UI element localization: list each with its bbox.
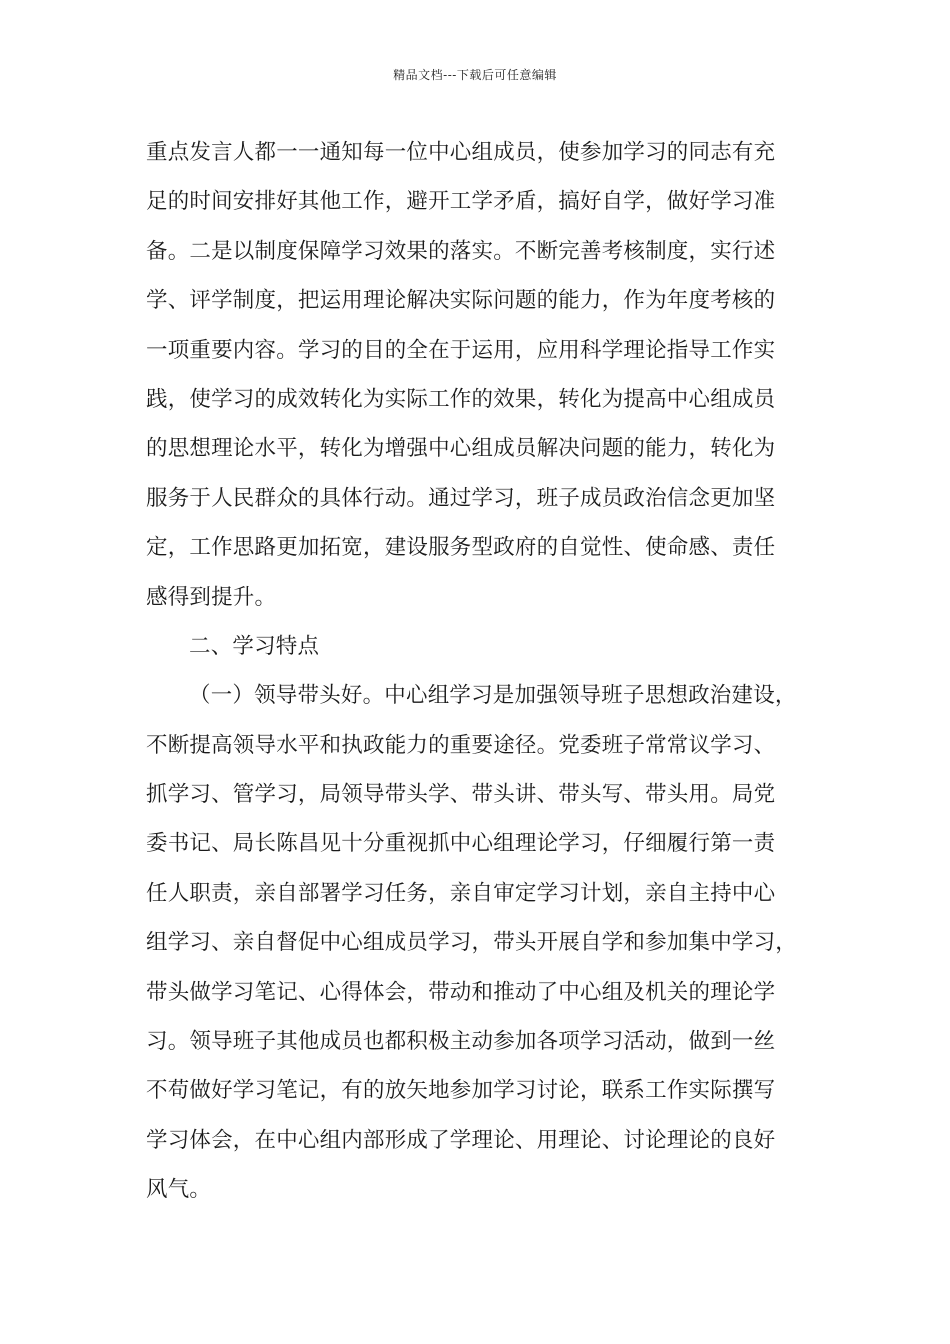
body-line: 足的时间安排好其他工作，避开工学矛盾，搞好自学，做好学习准 <box>146 189 776 215</box>
body-line: 一项重要内容。学习的目的全在于运用，应用科学理论指导工作实 <box>146 337 776 363</box>
body-line: 备。二是以制度保障学习效果的落实。不断完善考核制度，实行述 <box>146 238 776 264</box>
body-line: 习。领导班子其他成员也都积极主动参加各项学习活动，做到一丝 <box>146 1029 776 1055</box>
body-line: 重点发言人都一一通知每一位中心组成员，使参加学习的同志有充 <box>146 140 776 165</box>
subsection-heading-line: （一）领导带头好。中心组学习是加强领导班子思想政治建设， <box>189 683 797 709</box>
body-line: 不断提高领导水平和执政能力的重要途径。党委班子常常议学习、 <box>146 732 776 758</box>
body-line: 感得到提升。 <box>146 584 277 610</box>
page-header: 精品文档---下载后可任意编辑 <box>393 68 557 82</box>
document-body <box>146 128 810 1215</box>
body-line: 抓学习、管学习，局领导带头学、带头讲、带头写、带头用。局党 <box>146 782 776 808</box>
body-line: 风气。 <box>146 1177 212 1203</box>
body-line: 不苟做好学习笔记，有的放矢地参加学习讨论，联系工作实际撰写 <box>146 1078 776 1104</box>
body-line: 学习体会，在中心组内部形成了学理论、用理论、讨论理论的良好 <box>146 1127 776 1153</box>
body-line: 服务于人民群众的具体行动。通过学习，班子成员政治信念更加坚 <box>146 485 776 511</box>
body-line: 学、评学制度，把运用理论解决实际问题的能力，作为年度考核的 <box>146 288 776 314</box>
body-line: 组学习、亲自督促中心组成员学习，带头开展自学和参加集中学习， <box>146 930 798 956</box>
body-line: 的思想理论水平，转化为增强中心组成员解决问题的能力，转化为 <box>146 436 776 462</box>
body-line: 任人职责，亲自部署学习任务，亲自审定学习计划，亲自主持中心 <box>146 880 776 906</box>
body-line: 定，工作思路更加拓宽，建设服务型政府的自觉性、使命感、责任 <box>146 535 776 561</box>
body-line: 委书记、局长陈昌见十分重视抓中心组理论学习，仔细履行第一责 <box>146 831 776 857</box>
section-heading: 二、学习特点 <box>189 633 320 659</box>
body-line: 践，使学习的成效转化为实际工作的效果，转化为提高中心组成员 <box>146 386 776 412</box>
body-line: 带头做学习笔记、心得体会，带动和推动了中心组及机关的理论学 <box>146 979 776 1005</box>
